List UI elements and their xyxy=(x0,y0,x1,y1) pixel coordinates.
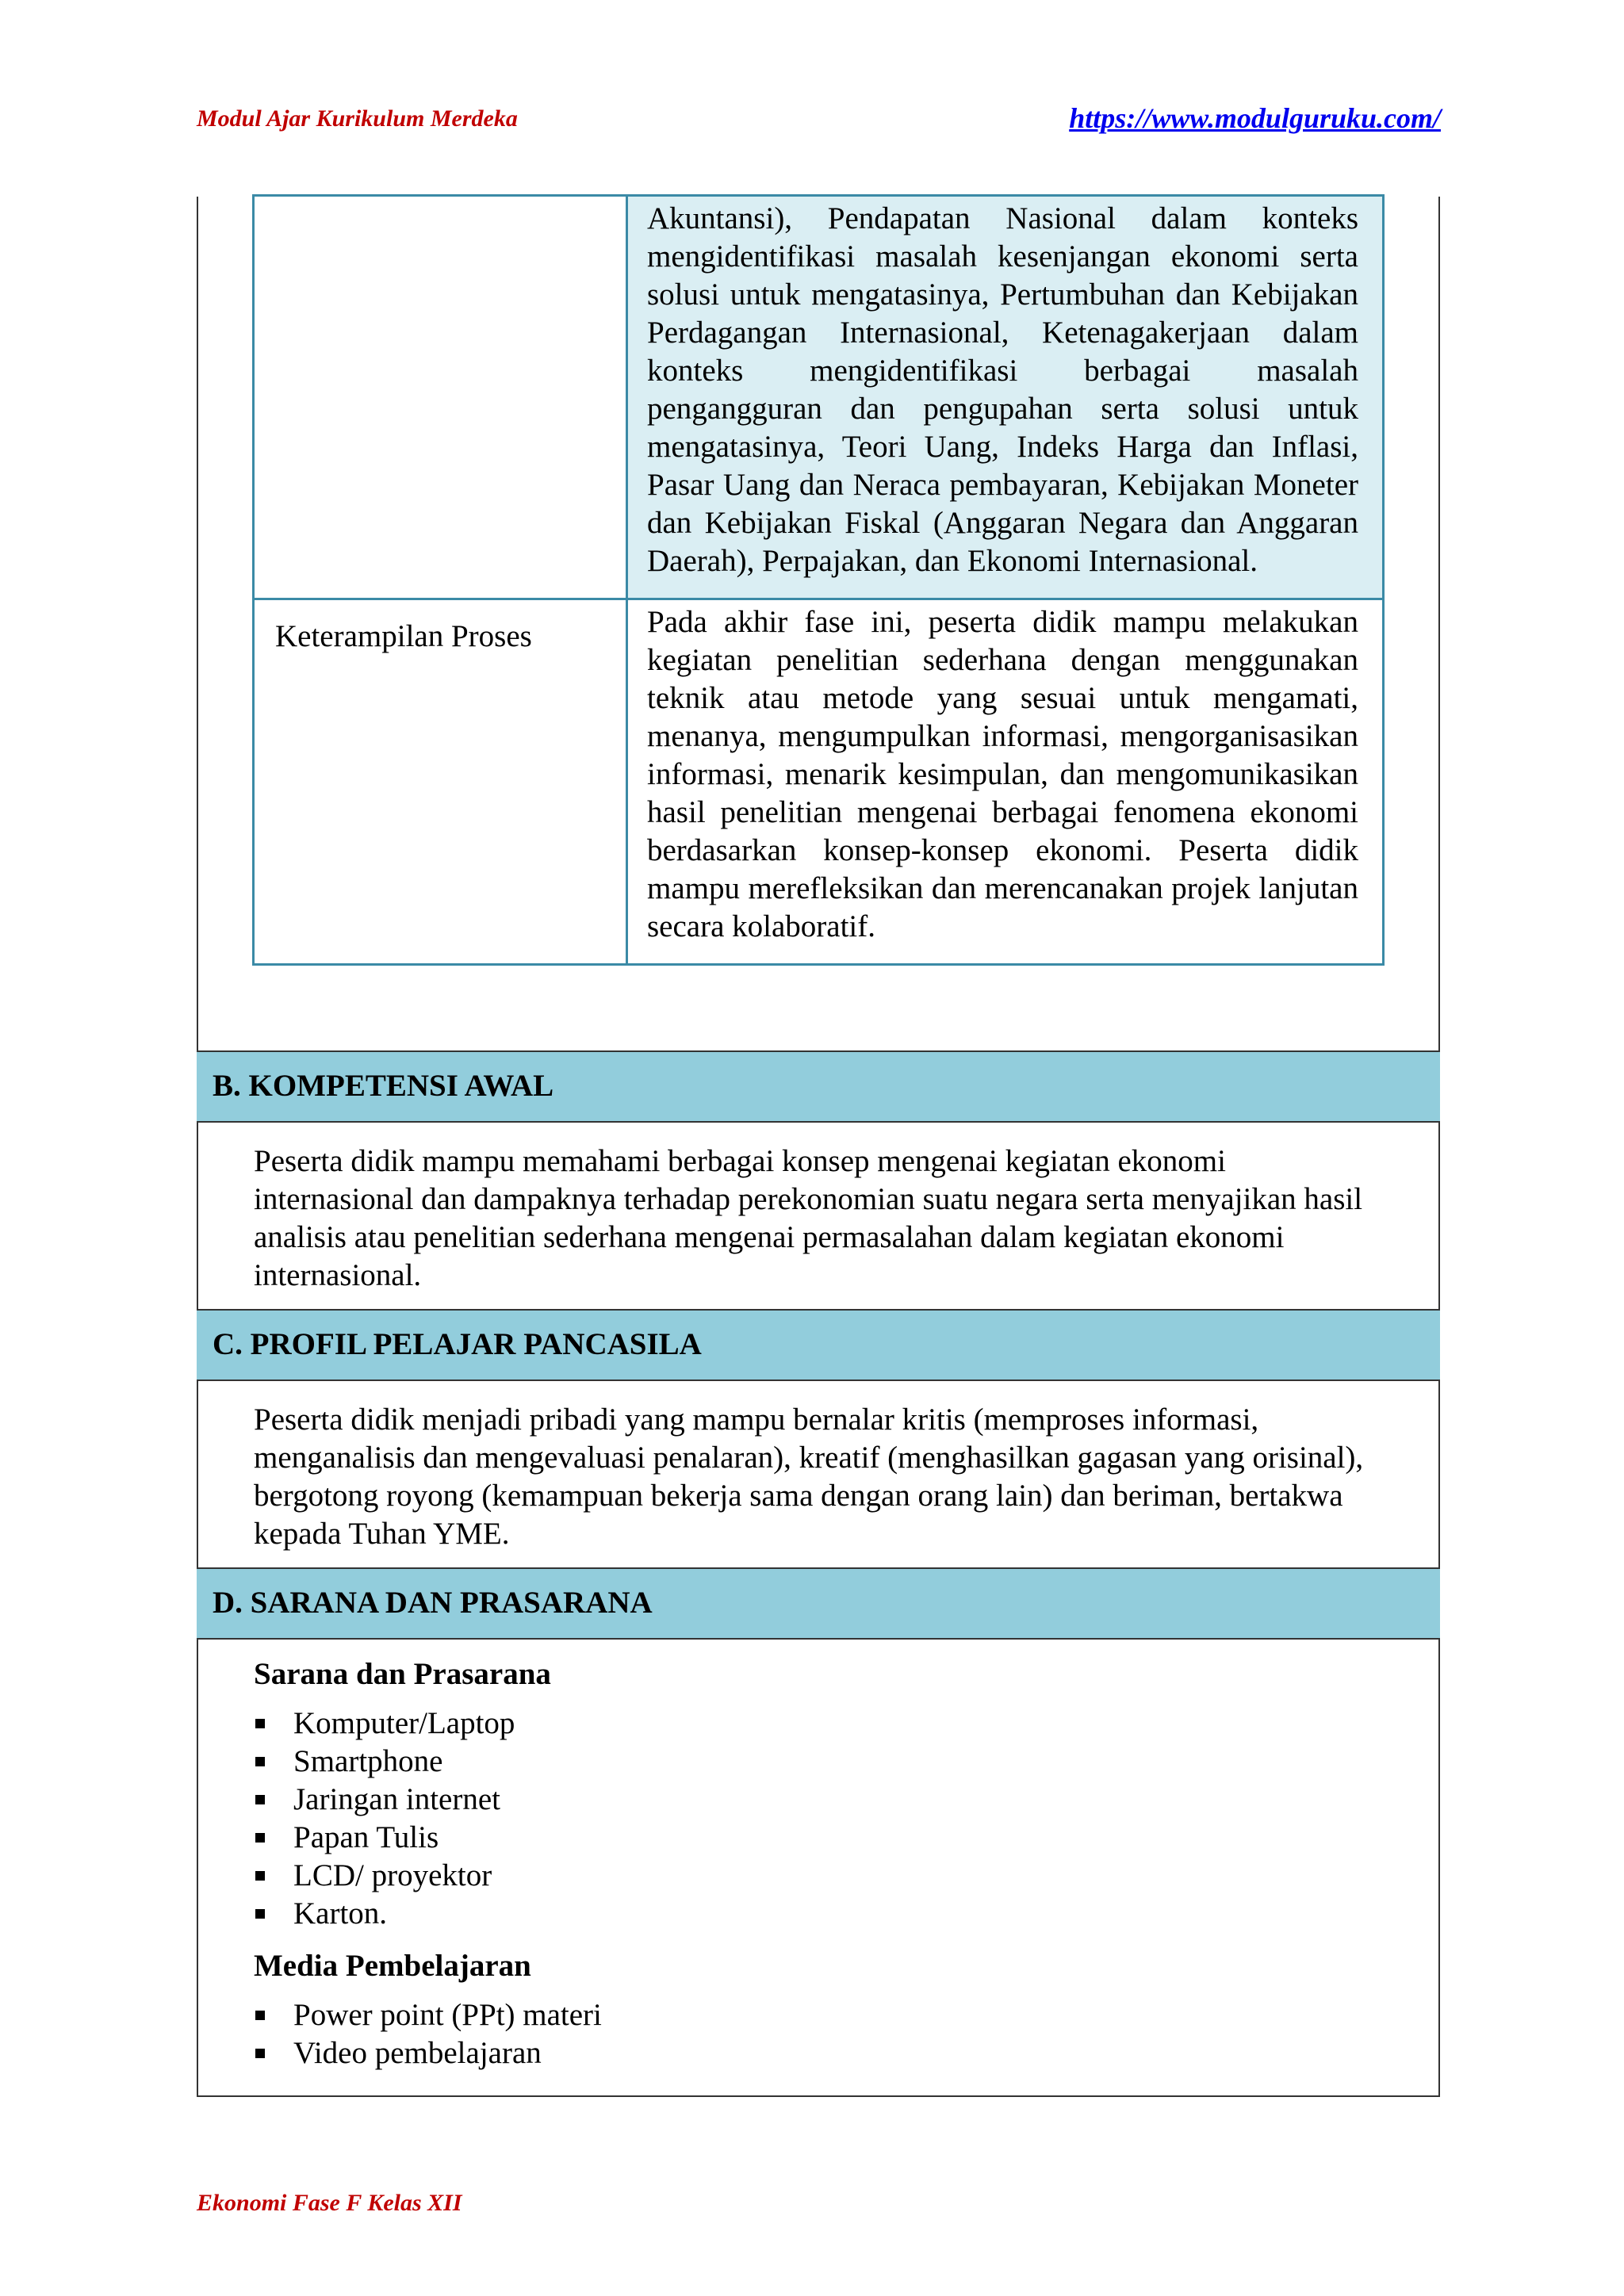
table-row xyxy=(254,599,1384,965)
bullet-square-icon xyxy=(255,1909,265,1919)
list-item xyxy=(254,1857,1380,1895)
list-item-text: Video pembelajaran xyxy=(293,2036,542,2070)
list-item-text: Papan Tulis xyxy=(293,1820,439,1854)
list-item xyxy=(254,1819,1380,1857)
bullet-square-icon xyxy=(255,1871,265,1881)
list-item-text: Jaringan internet xyxy=(293,1782,500,1816)
bullet-square-icon xyxy=(255,1833,265,1843)
media-list xyxy=(254,1996,1380,2072)
section-body-sarana xyxy=(254,1655,1380,2087)
list-item xyxy=(254,1781,1380,1819)
list-item xyxy=(254,1895,1380,1933)
section-body-profil-pelajar: Peserta didik menjadi pribadi yang mampu bernalar kritis (memproses informasi, menganalisis dan mengevaluasi penalaran), kreatif (menghasilkan gagasan yang orisinal), bergotong royong (kemampuan bekerja sama dengan orang lain) dan beriman, bertakwa kepada Tuhan YME. xyxy=(254,1402,1364,1551)
table-cell-label xyxy=(254,196,627,599)
footer-subject-label: Ekonomi Fase F Kelas XII xyxy=(197,2190,462,2216)
section-heading-profil-pelajar: C. PROFIL PELAJAR PANCASILA xyxy=(197,1309,1440,1381)
table-cell-label: Keterampilan Proses xyxy=(254,599,627,965)
list-item-text: Power point (PPt) materi xyxy=(293,1998,602,2032)
section-heading-sarana: D. SARANA DAN PRASARANA xyxy=(197,1567,1440,1640)
list-item xyxy=(254,1705,1380,1743)
list-item-text: Komputer/Laptop xyxy=(293,1706,515,1740)
bullet-square-icon xyxy=(255,1757,265,1766)
section-heading-kompetensi-awal: B. KOMPETENSI AWAL xyxy=(197,1050,1440,1123)
sarana-list xyxy=(254,1705,1380,1933)
table-cell-content: Akuntansi), Pendapatan Nasional dalam konteks mengidentifikasi masalah kesenjangan ekonomi serta solusi untuk mengatasinya, Pertumbuhan dan Kebijakan Perdagangan Internasional, Ketenagakerjaan dalam konteks mengidentifikasi berbagai masalah pengangguran dan pengupahan serta solusi untuk mengatasinya, Teori Uang, Indeks Harga dan Inflasi, Pasar Uang dan Neraca pembayaran, Kebijakan Moneter dan Kebijakan Fiskal (Anggaran Negara dan Anggaran Daerah), Perpajakan, dan Ekonomi Internasional. xyxy=(627,196,1384,599)
list-item-text: LCD/ proyektor xyxy=(293,1858,492,1892)
list-item xyxy=(254,2034,1380,2072)
bullet-square-icon xyxy=(255,1795,265,1804)
section-body-kompetensi-awal: Peserta didik mampu memahami berbagai konsep mengenai kegiatan ekonomi internasional dan dampaknya terhadap perekonomian suatu negara serta menyajikan hasil analisis atau penelitian sederhana mengenai permasalahan dalam kegiatan ekonomi internasional. xyxy=(254,1144,1363,1292)
header-module-title: Modul Ajar Kurikulum Merdeka xyxy=(197,105,518,132)
header-website-link[interactable]: https://www.modulguruku.com/ xyxy=(1069,102,1441,134)
list-item xyxy=(254,1996,1380,2034)
capaian-table xyxy=(252,194,1385,966)
sarana-subheading: Sarana dan Prasarana xyxy=(254,1657,551,1691)
bullet-square-icon xyxy=(255,1719,265,1728)
bullet-square-icon xyxy=(255,2049,265,2058)
list-item xyxy=(254,1743,1380,1781)
table-cell-content: Pada akhir fase ini, peserta didik mampu melakukan kegiatan penelitian sederhana dengan menggunakan teknik atau metode yang sesuai untuk mengamati, menanya, mengumpulkan informasi, mengorganisasikan informasi, menarik kesimpulan, dan mengomunikasikan hasil penelitian mengenai berbagai fenomena ekonomi berdasarkan konsep-konsep ekonomi. Peserta didik mampu merefleksikan dan merencanakan projek lanjutan secara kolaboratif. xyxy=(627,599,1384,965)
list-item-text: Karton. xyxy=(293,1896,388,1931)
bullet-square-icon xyxy=(255,2011,265,2020)
media-subheading: Media Pembelajaran xyxy=(254,1949,531,1983)
list-item-text: Smartphone xyxy=(293,1744,443,1778)
table-row xyxy=(254,196,1384,599)
